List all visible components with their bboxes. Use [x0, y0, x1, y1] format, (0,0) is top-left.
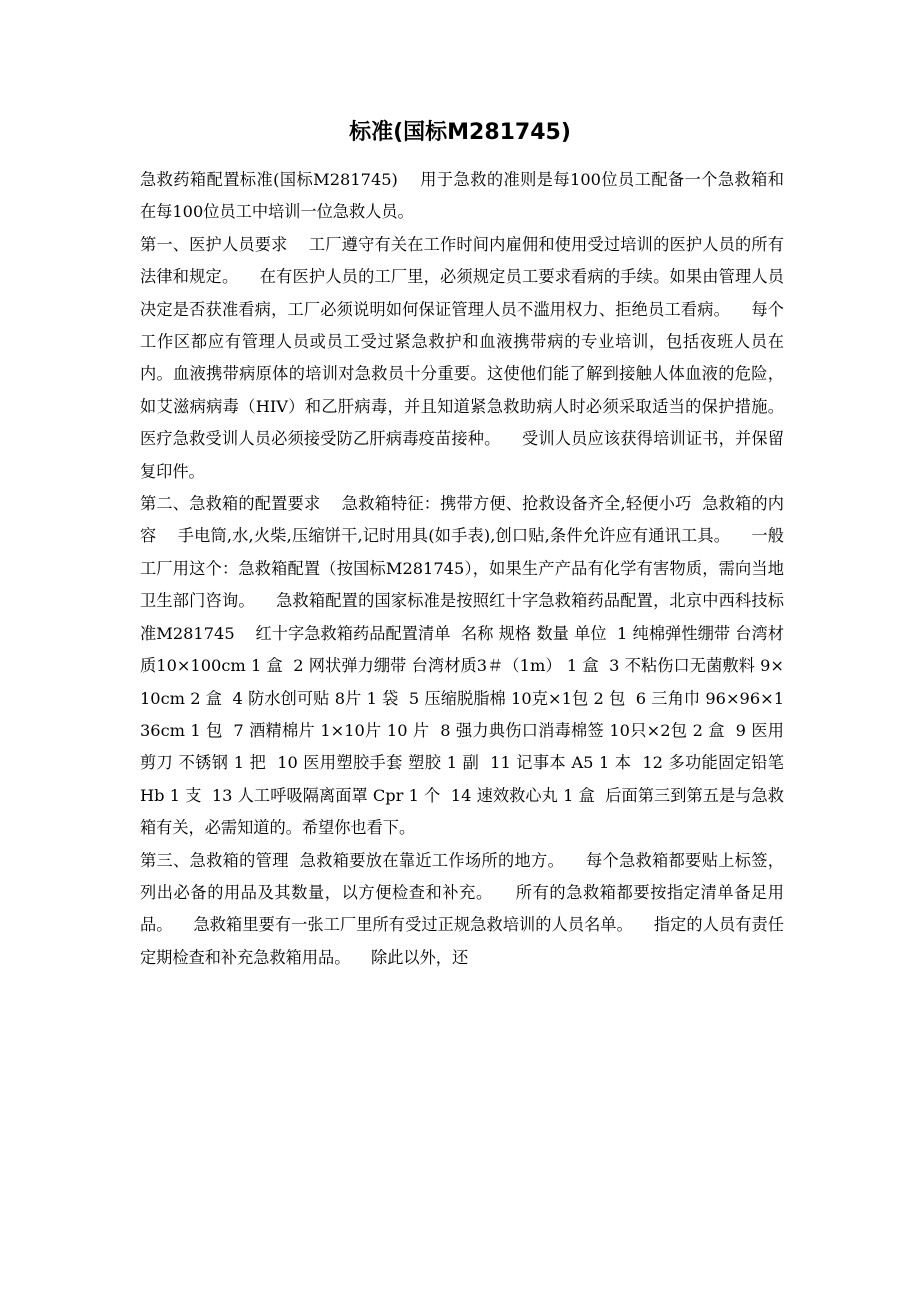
- paragraph-section-2-kit-configuration: 第二、急救箱的配置要求 急救箱特征：携带方便、抢救设备齐全,轻便小巧 急救箱的内容 手电筒,水,火柴,压缩饼干,记时用具(如手表),创口贴,条件允许应有通讯工具。 一般工厂用这个：急救箱配置（按国标M281745），如果生产产品有化学有害物质，需向当地卫生部门咨询。 急救箱配置的国家标准是按照红十字急救箱药品配置，北京中西科技标准M281745 红十字急救箱药品配置清单 名称 规格 数量 单位 1 纯棉弹性绷带 台湾材质10×100cm 1 盒 2 网状弹力绷带 台湾材质3＃（1m） 1 盒 3 不粘伤口无菌敷料 9×10cm 2 盒 4 防水创可贴 8片 1 袋 5 压缩脱脂棉 10克×1包 2 包 6 三角巾 96×96×136cm 1 包 7 酒精棉片 1×10片 10 片 8 强力典伤口消毒棉签 10只×2包 2 盒 9 医用剪刀 不锈钢 1 把 10 医用塑胶手套 塑胶 1 副 11 记事本 A5 1 本 12 多功能固定铅笔 Hb 1 支 13 人工呼吸隔离面罩 Cpr 1 个 14 速效救心丸 1 盒 后面第三到第五是与急救箱有关，必需知道的。希望你也看下。: [140, 494, 790, 838]
- paragraph-intro: 急救药箱配置标准(国标M281745) 用于急救的准则是每100位员工配备一个急救箱和在每100位员工中培训一位急救人员。: [140, 170, 784, 222]
- paragraph-section-3-kit-management: 第三、急救箱的管理 急救箱要放在靠近工作场所的地方。 每个急救箱都要贴上标签，列出必备的用品及其数量，以方便检查和补充。 所有的急救箱都要按指定清单备足用品。 急救箱里要有一张工厂里所有受过正规急救培训的人员名单。 指定的人员有责任定期检查和补充急救箱用品。 除此以外，还: [140, 850, 784, 967]
- document-title: 标准(国标M281745): [349, 120, 571, 145]
- document-body: [140, 164, 805, 974]
- paragraph-section-1-medical-staff: 第一、医护人员要求 工厂遵守有关在工作时间内雇佣和使用受过培训的医护人员的所有法律和规定。 在有医护人员的工厂里，必须规定员工要求看病的手续。如果由管理人员决定是否获准看病，工厂必须说明如何保证管理人员不滥用权力、拒绝员工看病。 每个工作区都应有管理人员或员工受过紧急救护和血液携带病的专业培训，包括夜班人员在内。血液携带病原体的培训对急救员十分重要。这使他们能了解到接触人体血液的危险，如艾滋病病毒（HIV）和乙肝病毒，并且知道紧急救助病人时必须采取适当的保护措施。 医疗急救受训人员必须接受防乙肝病毒疫苗接种。 受训人员应该获得培训证书，并保留复印件。: [140, 234, 805, 481]
